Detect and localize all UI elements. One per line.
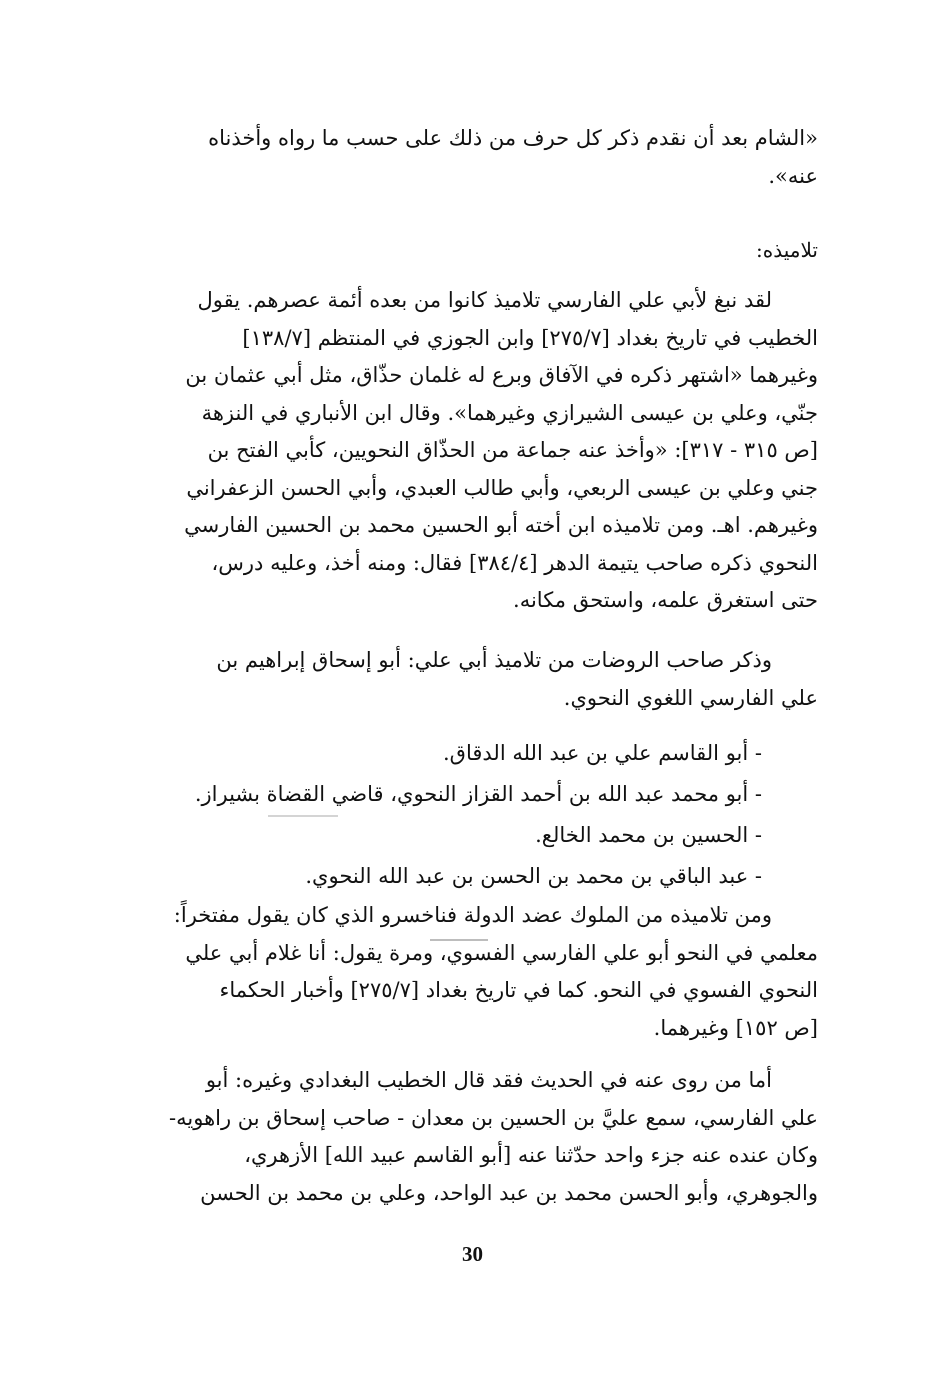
paragraph-text: ومن تلاميذه من الملوك عضد الدولة فناخسرو الذي كان يقول مفتخراً: معلمي في النحو أبو علي الفارسي الفسوي، ومرة يقول: أنا غلام أبي علي النحوي الفسوي في النحو. كما في تاريخ بغداد [٢٧٥/٧] وأخبار الحكماء [ص ١٥٢] وغيرهما. — [173, 903, 818, 1040]
paragraph-text: وذكر صاحب الروضات من تلاميذ أبي علي: أبو إسحاق إبراهيم بن علي الفارسي اللغوي النحوي. — [216, 648, 818, 710]
continuation-paragraph — [138, 120, 818, 195]
continuation-line: «الشام بعد أن نقدم ذكر كل حرف من ذلك على حسب ما رواه وأخذناه عنه». — [208, 126, 818, 188]
section-heading: تلاميذه: — [756, 238, 818, 262]
paragraph-text: أما من روى عنه في الحديث فقد قال الخطيب البغدادي وغيره: أبو علي الفارسي، سمع عليَّ بن الحسين بن معدان - صاحب إسحاق بن راهويه- وكان عنده عنه جزء واحد حدّثنا عنه [أبو القاسم عبيد الله] الأزهري، والجوهري، وأبو الحسن محمد بن عبد الواحد، وعلي بن محمد بن الحسن — [169, 1068, 818, 1205]
paragraph-hadith — [138, 1062, 818, 1212]
paragraph-kings — [138, 897, 818, 1047]
list-item: - الحسين بن محمد الخالع. — [535, 823, 762, 847]
page-number: 30 — [462, 1242, 483, 1266]
students-list — [138, 733, 818, 897]
scan-artifact — [268, 815, 338, 817]
section-heading-block — [138, 232, 818, 270]
scan-artifact — [430, 939, 488, 941]
list-item: - أبو محمد عبد الله بن أحمد القزاز النحوي، قاضي القضاة بشيراز. — [194, 782, 762, 806]
paragraph-teachers-1 — [138, 282, 818, 620]
list-item: - عبد الباقي بن محمد بن الحسن بن عبد الله النحوي. — [305, 864, 762, 888]
list-item: - أبو القاسم علي بن عبد الله الدقاق. — [443, 741, 762, 765]
paragraph-text: لقد نبغ لأبي علي الفارسي تلاميذ كانوا من بعده أئمة عصرهم. يقول الخطيب في تاريخ بغداد [٢٧٥/٧] وابن الجوزي في المنتظم [١٣٨/٧] وغيرهما «اشتهر ذكره في الآفاق وبرع له غلمان حذّاق، مثل أبي عثمان بن جنّي، وعلي بن عيسى الشيرازي وغيرهما». وقال ابن الأنباري في النزهة [ص ٣١٥ - ٣١٧]: «وأخذ عنه جماعة من الحذّاق النحويين، كأبي الفتح بن جني وعلي بن عيسى الربعي، وأبي طالب العبدي، وأبي الحسن الزعفراني وغيرهم. اهـ. ومن تلاميذه ابن أخته أبو الحسين محمد بن الحسين الفارسي النحوي ذكره صاحب يتيمة الدهر [٣٨٤/٤] فقال: ومنه أخذ، وعليه درس، حتى استغرق علمه، واستحق مكانه. — [184, 288, 818, 612]
paragraph-rawdat — [138, 642, 818, 717]
